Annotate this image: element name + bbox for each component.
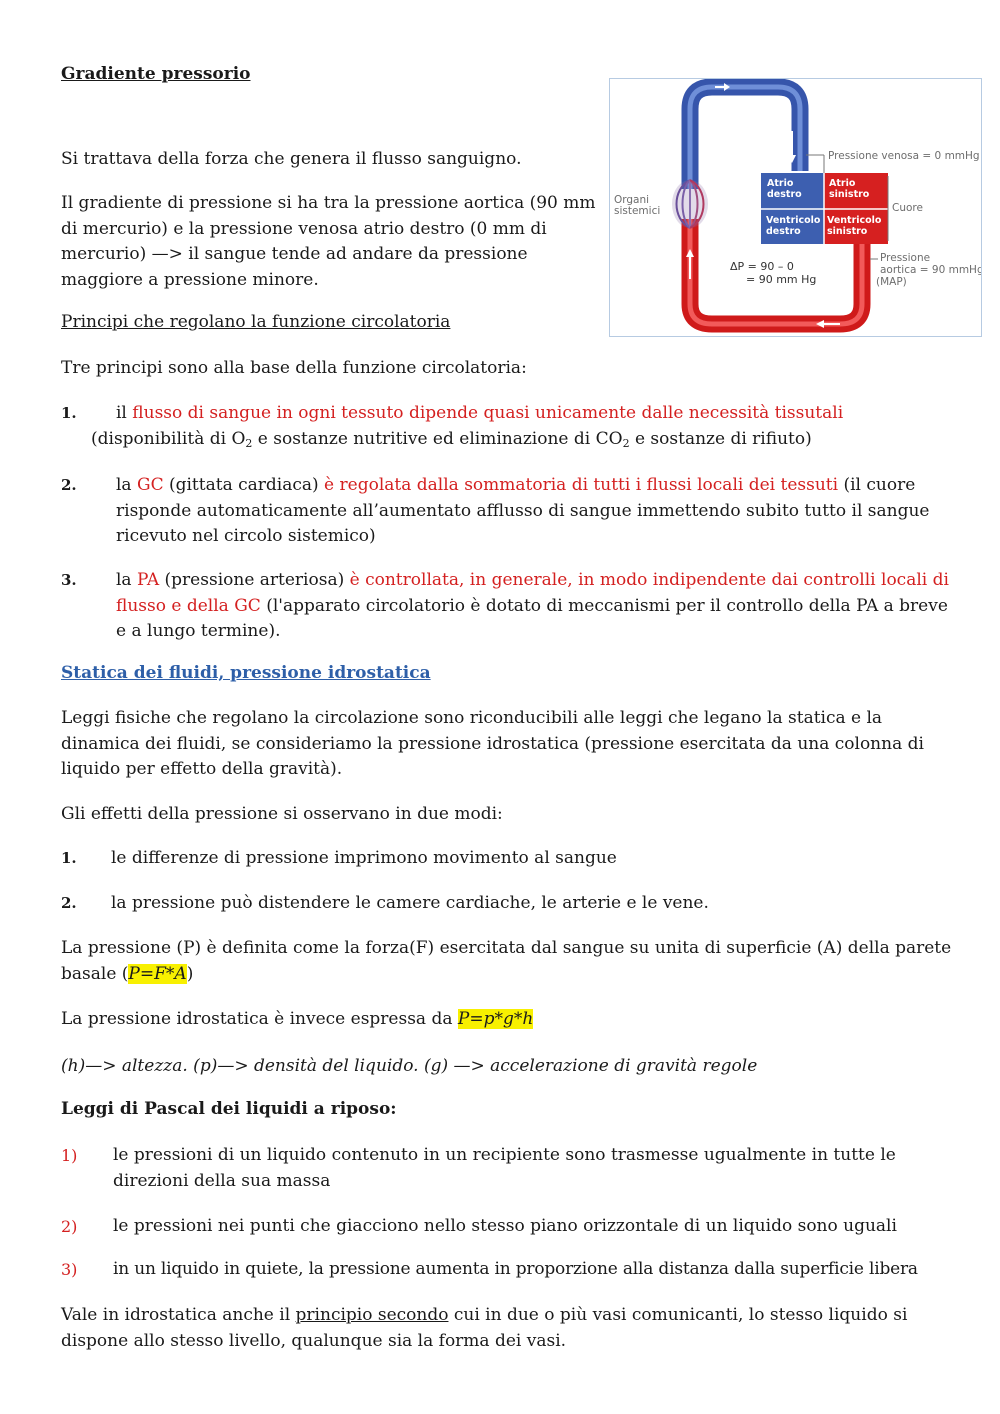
list-item-line: e a lungo termine).	[116, 621, 281, 641]
paragraph-legenda-formula: (h)—> altezza. (p)—> densità del liquido. (g) —> accelerazione di gravità regole	[61, 1056, 758, 1076]
text-segment: (gittata cardiaca)	[163, 475, 325, 495]
label-ventricolo-sinistro: Ventricolo	[827, 215, 882, 226]
circulation-diagram-svg	[610, 79, 981, 336]
paragraph-line: dispone allo stesso livello, qualunque sia la forma dei vasi.	[61, 1330, 567, 1351]
paragraph-forza: Si trattava della forza che genera il flusso sanguigno.	[61, 149, 522, 169]
text-segment: (disponibilità di O	[91, 428, 246, 449]
list-number: 3)	[61, 1260, 78, 1279]
label-pressione-venosa: Pressione venosa = 0 mmHg	[828, 150, 980, 162]
label-atrio-destro-2: destro	[767, 189, 802, 200]
formula-highlight: P=p*g*h	[457, 1009, 534, 1029]
list-item-line	[116, 473, 951, 499]
text-segment: la	[116, 570, 137, 590]
underlined-text: principio secondo	[295, 1305, 449, 1325]
label-atrio-sinistro: Atrio	[829, 178, 856, 189]
highlighted-text: è controllata, in generale, in modo indipendente dai controlli locali di	[349, 570, 949, 590]
list-item-line: le pressioni nei punti che giacciono nello stesso piano orizzontale di un liquido sono uguali	[113, 1216, 897, 1236]
list-item-principio-3	[61, 568, 961, 645]
paragraph-line: di mercurio) e la pressione venosa atrio destro (0 mm di	[61, 218, 547, 239]
list-number: 1.	[61, 849, 77, 867]
paragraph-pressione-idrostatica	[61, 1007, 533, 1033]
list-item-effetto-2	[61, 891, 709, 917]
label-delta-p: ΔP = 90 – 0	[730, 260, 794, 273]
paragraph-tre-principi: Tre principi sono alla base della funzione circolatoria:	[61, 358, 527, 378]
paragraph-line: dinamica dei fluidi, se consideriamo la pressione idrostatica (pressione esercitata da una colonna di	[61, 733, 924, 754]
text-segment: il	[116, 403, 133, 423]
heading-leggi-pascal: Leggi di Pascal dei liquidi a riposo:	[61, 1099, 397, 1119]
list-number: 2.	[61, 476, 77, 494]
label-sistemici: sistemici	[614, 205, 661, 217]
paragraph-line: liquido per effetto della gravità).	[61, 759, 343, 779]
list-number: 1)	[61, 1146, 78, 1165]
label-organi: Organi	[614, 194, 650, 206]
text-segment: e sostanze nutritive ed eliminazione di CO	[252, 428, 623, 449]
list-item-text: la pressione può distendere le camere cardiache, le arterie e le vene.	[111, 893, 709, 913]
label-ventricolo-destro-2: destro	[766, 226, 801, 237]
list-item-line: risponde automaticamente all’aumentato afflusso di sangue immettendo subito tutto il sangue	[116, 500, 930, 521]
text-segment: La pressione idrostatica è invece espressa da	[61, 1009, 458, 1029]
heading-gradiente-pressorio: Gradiente pressorio	[61, 64, 251, 84]
list-item-principio-1	[61, 401, 951, 452]
circulation-diagram	[609, 78, 982, 337]
list-item-text: le differenze di pressione imprimono movimento al sangue	[111, 848, 617, 868]
label-atrio-sinistro-2: sinistro	[829, 189, 870, 200]
list-item-line	[61, 401, 951, 427]
paragraph-effetti: Gli effetti della pressione si osservano in due modi:	[61, 804, 503, 824]
paragraph-leggi-fisiche	[61, 706, 924, 783]
list-number: 2.	[61, 894, 77, 912]
label-atrio-destro: Atrio	[767, 178, 794, 189]
list-number: 2)	[61, 1217, 78, 1236]
text-segment: la	[116, 475, 137, 495]
highlighted-text: flusso di sangue in ogni tessuto dipende quasi unicamente dalle necessità tissutali	[132, 403, 844, 423]
text-segment: )	[186, 963, 194, 984]
list-item-line	[116, 594, 961, 620]
label-pressione-aortica-3: (MAP)	[876, 276, 907, 288]
label-pressione-aortica-1: Pressione	[880, 252, 931, 264]
label-cuore: Cuore	[892, 202, 923, 214]
paragraph-line	[61, 1303, 907, 1329]
text-segment: e sostanze di rifiuto)	[629, 428, 812, 449]
list-item-effetto-1	[61, 846, 617, 872]
highlighted-text: PA	[136, 570, 160, 590]
paragraph-line: Il gradiente di pressione si ha tra la pressione aortica (90 mm	[61, 193, 596, 213]
list-item-principio-2	[61, 473, 951, 550]
text-segment: Vale in idrostatica anche il	[61, 1305, 296, 1325]
formula-highlight: P=F*A	[128, 963, 187, 984]
paragraph-definizione-pressione	[61, 936, 951, 987]
text-segment: (pressione arteriosa)	[159, 570, 350, 590]
highlighted-text: flusso e della GC	[116, 595, 261, 616]
text-segment: (l'apparato circolatorio è dotato di meccanismi per il controllo della PA a breve	[260, 595, 948, 616]
label-pressione-aortica-2: aortica = 90 mmHg	[880, 264, 981, 276]
list-item-line: le pressioni di un liquido contenuto in un recipiente sono trasmesse ugualmente in tutte le	[113, 1145, 896, 1165]
paragraph-gradiente	[61, 191, 596, 293]
list-item-pascal-3	[61, 1257, 918, 1283]
paragraph-vasi-comunicanti	[61, 1303, 907, 1354]
list-item-pascal-2	[61, 1214, 897, 1240]
label-ventricolo-sinistro-2: sinistro	[827, 226, 868, 237]
label-ventricolo-destro: Ventricolo	[766, 215, 821, 226]
highlighted-text: GC	[136, 475, 164, 495]
list-item-line	[116, 568, 961, 594]
subscript: 2	[622, 436, 630, 450]
list-item-line: direzioni della sua massa	[113, 1170, 331, 1191]
list-number: 1.	[61, 404, 77, 422]
subheading-principi: Principi che regolano la funzione circolatoria	[61, 312, 451, 332]
paragraph-line: Leggi fisiche che regolano la circolazione sono riconducibili alle leggi che legano la statica e la	[61, 708, 883, 728]
text-segment: basale (	[61, 963, 129, 984]
paragraph-line	[61, 962, 951, 988]
label-delta-p-result: = 90 mm Hg	[746, 273, 817, 286]
list-item-pascal-1	[61, 1143, 896, 1194]
list-item-line: in un liquido in quiete, la pressione aumenta in proporzione alla distanza dalla superficie libera	[113, 1259, 918, 1279]
text-segment: (il cuore	[838, 475, 916, 495]
paragraph-line: La pressione (P) è definita come la forza(F) esercitata dal sangue su unita di superficie (A) della parete	[61, 938, 952, 958]
list-item-line	[61, 427, 951, 453]
highlighted-text: è regolata dalla sommatoria di tutti i flussi locali dei tessuti	[324, 475, 839, 495]
subscript: 2	[245, 436, 253, 450]
capillary-bed-icon	[672, 180, 708, 228]
heading-statica-fluidi: Statica dei fluidi, pressione idrostatica	[61, 663, 431, 683]
paragraph-line: mercurio) —> il sangue tende ad andare da pressione	[61, 244, 528, 264]
paragraph-line: maggiore a pressione minore.	[61, 269, 319, 290]
text-segment: cui in due o più vasi comunicanti, lo stesso liquido si	[448, 1305, 908, 1325]
list-number: 3.	[61, 571, 77, 589]
list-item-line: ricevuto nel circolo sistemico)	[116, 526, 376, 546]
